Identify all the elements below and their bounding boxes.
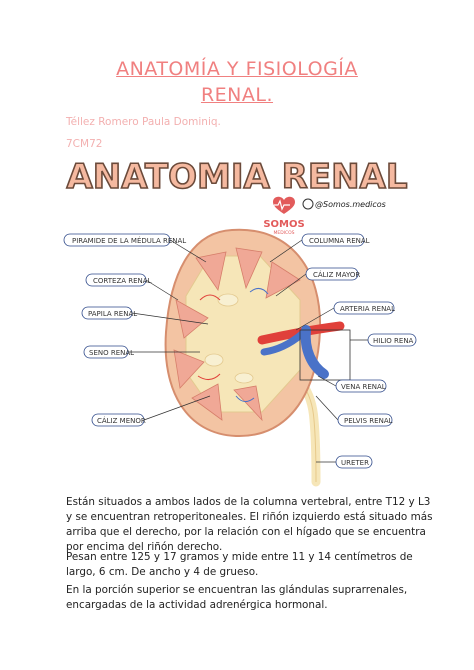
label-caliz-menor: CÁLIZ MENOR xyxy=(97,417,146,425)
label-seno: SENO RENAL xyxy=(89,349,135,357)
label-arteria: ARTERIA RENAL xyxy=(340,305,395,313)
document-title: ANATOMÍA Y FISIOLOGÍA xyxy=(116,58,358,80)
text-line: Están situados a ambos lados de la columna vertebral, entre T12 y L3 xyxy=(66,496,431,508)
somos-logo xyxy=(263,197,304,236)
paragraph-adrenal xyxy=(66,583,414,613)
label-columna: COLUMNA RENAL xyxy=(309,237,370,245)
label-hilio: HILIO RENA xyxy=(373,337,414,345)
paragraph-size xyxy=(66,550,414,580)
text-line: En la porción superior se encuentran las glándulas suprarrenales, xyxy=(66,584,408,596)
brand-subtitle: MEDICOS xyxy=(273,231,295,236)
group-code: 7CM72 xyxy=(66,138,103,150)
author-name: Téllez Romero Paula Dominiq. xyxy=(66,116,221,128)
text-line: largo, 6 cm. De ancho y 4 de grueso. xyxy=(66,566,259,578)
text-line: por encima del riñón derecho. xyxy=(66,541,223,553)
label-piramide: PIRAMIDE DE LA MÉDULA RENAL xyxy=(72,237,187,245)
text-line: Pesan entre 125 y 17 gramos y mide entre 11 y 14 centímetros de xyxy=(66,551,413,563)
text-line: y se encuentran retroperitoneales. El riñón izquierdo está situado más xyxy=(66,511,433,523)
text-line: arriba que el derecho, por la relación con el hígado que se encuentra xyxy=(66,526,426,538)
social-handle xyxy=(303,199,386,209)
paragraph-location xyxy=(66,495,433,555)
label-papila: PAPILA RENAL xyxy=(88,310,138,318)
instagram-icon xyxy=(303,199,313,209)
figure-heading: ANATOMIA RENAL xyxy=(66,157,408,197)
label-caliz-mayor: CÁLIZ MAYOR xyxy=(313,271,361,279)
label-ureter: URETER xyxy=(341,459,369,467)
document-title-line2: RENAL. xyxy=(200,84,274,106)
label-vena: VENA RENAL xyxy=(341,383,386,391)
label-corteza: CORTEZA RENAL xyxy=(93,277,152,285)
handle-text: @Somos.medicos xyxy=(315,200,386,209)
text-line: encargadas de la actividad adrenérgica hormonal. xyxy=(66,599,328,611)
label-pelvis: PELVIS RENAL xyxy=(344,417,393,425)
brand-name: SOMOS xyxy=(263,219,305,230)
